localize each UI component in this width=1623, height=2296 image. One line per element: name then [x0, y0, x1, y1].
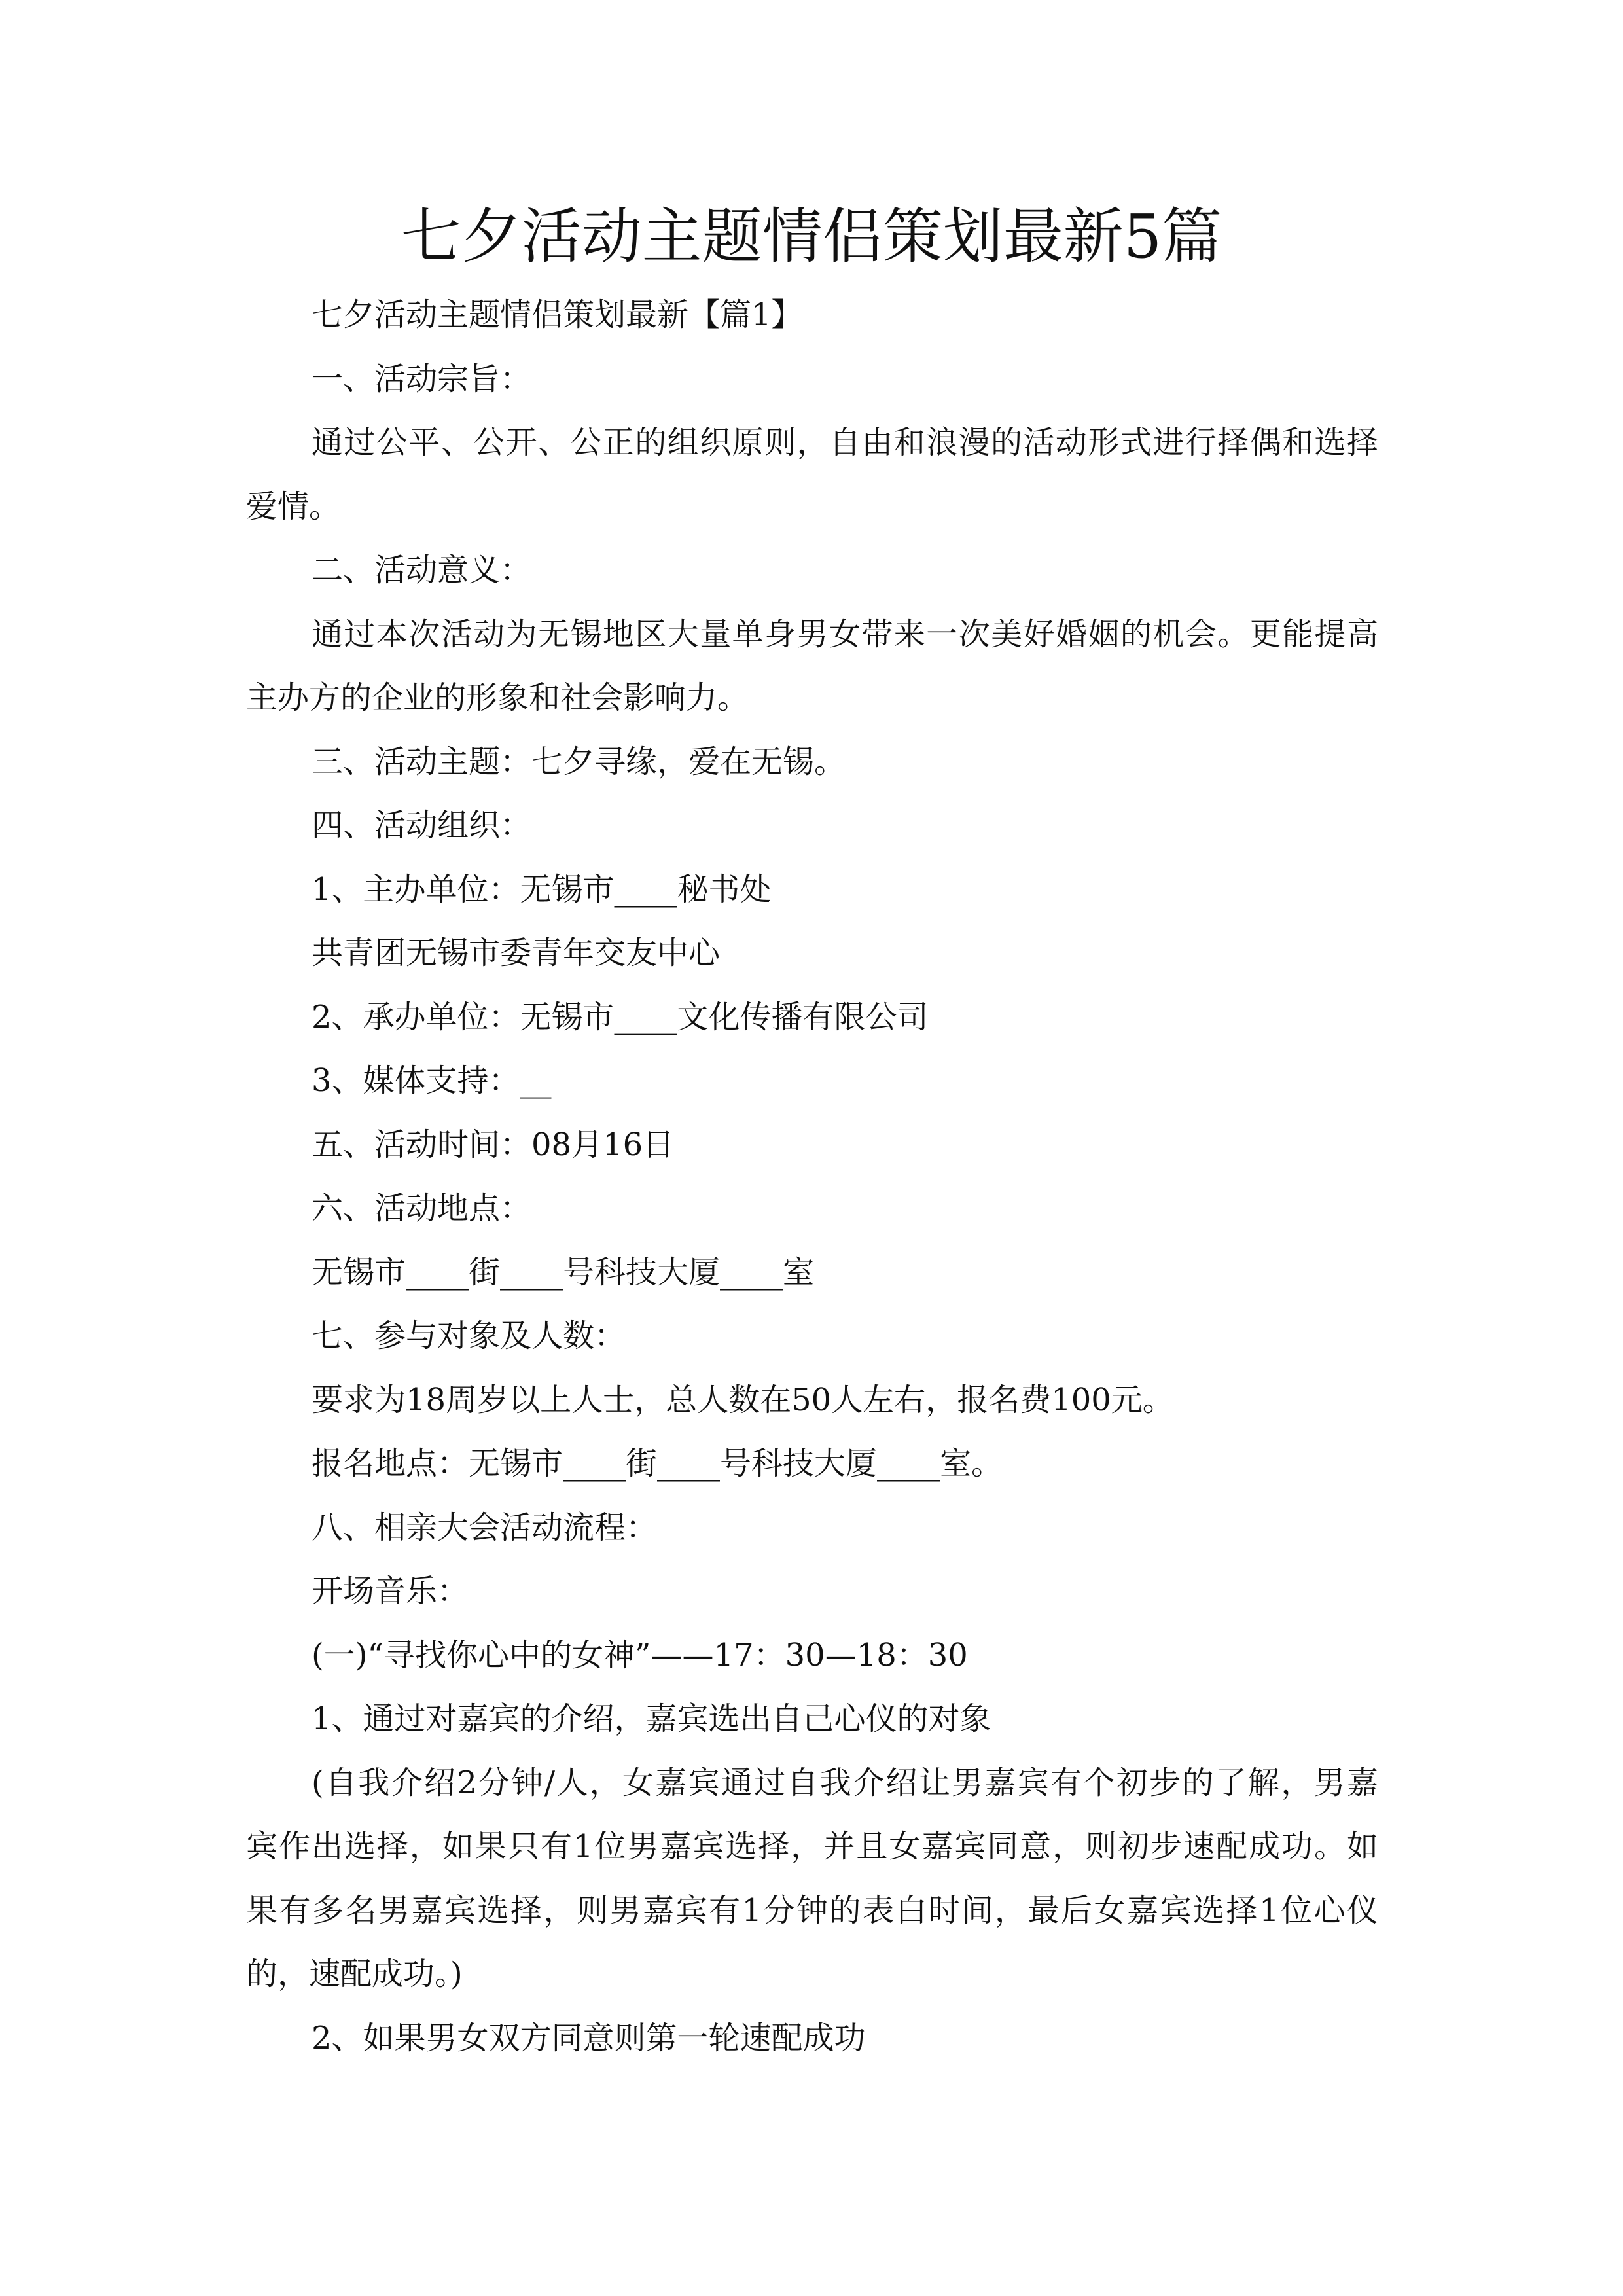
text-line: 五、活动时间：08月16日 — [312, 1126, 675, 1163]
document-body — [246, 283, 1378, 2070]
text-line: (自我介绍2分钟/人，女嘉宾通过自我介绍让男嘉宾有个初步的了解，男嘉 — [312, 1764, 1378, 1801]
text-line: 通过本次活动为无锡地区大量单身男女带来一次美好婚姻的机会。更能提高 — [312, 615, 1378, 653]
text-line: 报名地点：无锡市____街____号科技大厦____室。 — [312, 1445, 1003, 1482]
text-line: 果有多名男嘉宾选择，则男嘉宾有1分钟的表白时间，最后女嘉宾选择1位心仪 — [246, 1892, 1378, 1929]
text-line: 共青团无锡市委青年交友中心 — [312, 935, 721, 971]
text-line: 1、通过对嘉宾的介绍，嘉宾选出自己心仪的对象 — [312, 1700, 991, 1737]
text-line: 二、活动意义： — [312, 552, 532, 588]
text-line: 3、媒体支持：__ — [312, 1062, 552, 1099]
text-line: 通过公平、公开、公正的组织原则，自由和浪漫的活动形式进行择偶和选择 — [312, 424, 1378, 461]
text-line: 六、活动地点： — [312, 1190, 532, 1227]
text-line: 七夕活动主题情侣策划最新【篇1】 — [312, 296, 803, 333]
text-line: 七、参与对象及人数： — [312, 1318, 626, 1354]
text-line: 要求为18周岁以上人士，总人数在50人左右，报名费100元。 — [312, 1381, 1174, 1418]
document-title: 七夕活动主题情侣策划最新5篇 — [401, 202, 1222, 272]
text-line: 1、主办单位：无锡市____秘书处 — [312, 870, 772, 908]
text-line: 的，速配成功。) — [246, 1956, 463, 1992]
text-line: 开场音乐： — [312, 1573, 469, 1609]
text-line: 爱情。 — [246, 488, 341, 525]
text-line: 宾作出选择，如果只有1位男嘉宾选择，并且女嘉宾同意，则初步速配成功。如 — [246, 1828, 1378, 1865]
text-line: (一)“寻找你心中的女神”——17：30—18：30 — [312, 1636, 968, 1674]
text-line: 三、活动主题：七夕寻缘，爱在无锡。 — [312, 743, 846, 780]
text-line: 2、承办单位：无锡市____文化传播有限公司 — [312, 998, 929, 1035]
text-line: 四、活动组织： — [312, 807, 532, 844]
text-line: 无锡市____街____号科技大厦____室 — [312, 1253, 815, 1291]
text-line: 主办方的企业的形象和社会影响力。 — [246, 679, 749, 716]
text-line: 一、活动宗旨： — [312, 360, 532, 397]
text-line: 2、如果男女双方同意则第一轮速配成功 — [312, 2019, 866, 2056]
text-line: 八、相亲大会活动流程： — [312, 1509, 658, 1546]
